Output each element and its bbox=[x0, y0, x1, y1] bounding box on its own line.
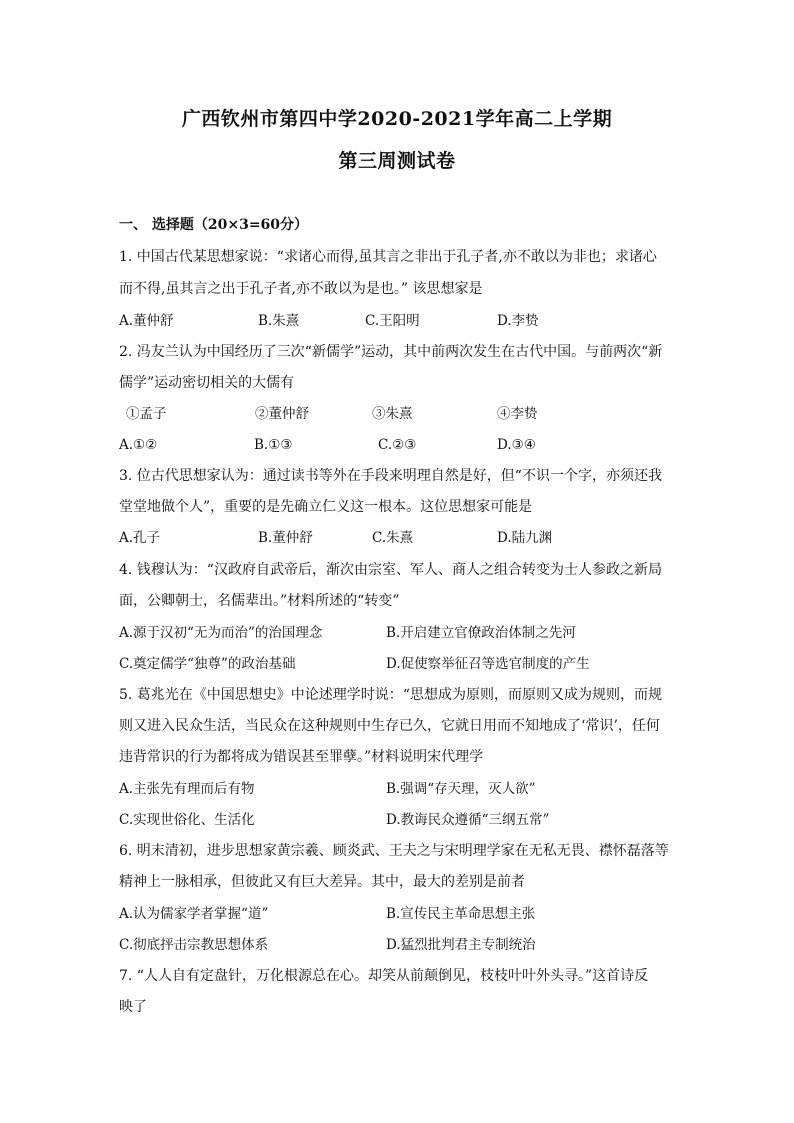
question-3-option-d: D.陆九渊 bbox=[497, 530, 553, 546]
question-3-option-a: A.孔子 bbox=[119, 530, 161, 546]
question-5-line1: 5. 葛兆光在《中国思想史》中论述理学时说：“思想成为原则，而原则又成为规则，而规 bbox=[119, 687, 662, 703]
question-2-line1: 2. 冯友兰认为中国经历了三次“新儒学”运动，其中前两次发生在古代中国。与前两次“新 bbox=[119, 344, 663, 360]
question-4-option-a: A.源于汉初“无为而治”的治国理念 bbox=[119, 625, 323, 641]
question-2-item-4: ④李贽 bbox=[497, 406, 538, 422]
question-1-option-b: B.朱熹 bbox=[258, 313, 300, 329]
question-1-option-a: A.董仲舒 bbox=[119, 313, 174, 329]
question-6-option-b: B.宣传民主革命思想主张 bbox=[386, 906, 536, 922]
question-1-option-d: D.李贽 bbox=[497, 313, 539, 329]
question-3-line1: 3. 位古代思想家认为：通过读书等外在手段来明理自然是好，但“不识一个字，亦须还我 bbox=[119, 468, 662, 484]
question-6-option-c: C.彻底抨击宗教思想体系 bbox=[119, 937, 269, 953]
question-1-line1: 1. 中国古代某思想家说：“求诸心而得,虽其言之非出于孔子者,亦不敢以为非也；求诸心 bbox=[119, 249, 657, 265]
question-1-line2: 而不得,虽其言之出于孔子者,亦不敢以为是也。” 该思想家是 bbox=[119, 281, 483, 297]
question-2-option-c: C.②③ bbox=[378, 437, 417, 453]
question-2-item-3: ③朱熹 bbox=[372, 406, 413, 422]
question-5-option-b: B.强调“存天理，灭人欲” bbox=[386, 781, 536, 797]
question-2-option-d: D.③④ bbox=[497, 437, 536, 453]
question-4-option-c: C.奠定儒学“独尊”的政治基础 bbox=[119, 656, 296, 672]
question-3-option-b: B.董仲舒 bbox=[258, 530, 313, 546]
question-4-line2: 面，公卿朝士，名儒辈出。”材料所述的“转变” bbox=[119, 593, 400, 609]
question-5-line3: 违背常识的行为都将成为错误甚至罪孽。”材料说明宋代理学 bbox=[119, 749, 484, 765]
question-1-option-c: C.王阳明 bbox=[365, 313, 420, 329]
question-6-option-d: D.猛烈批判君主专制统治 bbox=[386, 937, 536, 953]
question-6-line1: 6. 明末清初，进步思想家黄宗羲、顾炎武、王夫之与宋明理学家在无私无畏、襟怀磊落等 bbox=[119, 843, 669, 859]
question-3-option-c: C.朱熹 bbox=[372, 530, 414, 546]
question-5-option-d: D.教诲民众遵循“三纲五常” bbox=[386, 812, 550, 828]
question-5-line2: 则又进入民众生活，当民众在这种规则中生存已久，它就日用而不知地成了‘常识’，任何 bbox=[119, 718, 660, 734]
exam-title-line1: 广西钦州市第四中学2020-2021学年高二上学期 bbox=[181, 108, 613, 130]
question-6-option-a: A.认为儒家学者掌握“道” bbox=[119, 906, 269, 922]
question-4-line1: 4. 钱穆认为：“汉政府自武帝后，渐次由宗室、军人、商人之组合转变为士人参政之新局 bbox=[119, 562, 662, 578]
question-4-option-b: B.开启建立官僚政治体制之先河 bbox=[386, 625, 576, 641]
question-5-option-c: C.实现世俗化、生活化 bbox=[119, 812, 255, 828]
question-7-line1: 7. “人人自有定盘针，万化根源总在心。却笑从前颠倒见，枝枝叶叶外头寻。”这首诗反 bbox=[119, 968, 649, 984]
question-2-option-b: B.①③ bbox=[254, 437, 293, 453]
question-3-line2: 堂堂地做个人”，重要的是先确立仁义这一根本。这位思想家可能是 bbox=[119, 499, 533, 515]
question-2-line2: 儒学”运动密切相关的大儒有 bbox=[119, 375, 295, 391]
question-6-line2: 精神上一脉相承，但彼此又有巨大差异。其中，最大的差别是前者 bbox=[119, 874, 525, 890]
exam-title-line2: 第三周测试卷 bbox=[338, 150, 456, 172]
question-5-option-a: A.主张先有理而后有物 bbox=[119, 781, 255, 797]
section-heading: 一、 选择题（20×3=60分） bbox=[119, 217, 309, 233]
question-2-item-1: ①孟子 bbox=[126, 406, 167, 422]
question-2-item-2: ②董仲舒 bbox=[255, 406, 309, 422]
question-4-option-d: D.促使察举征召等选官制度的产生 bbox=[386, 656, 590, 672]
question-7-line2: 映了 bbox=[119, 999, 147, 1015]
question-2-option-a: A.①② bbox=[119, 437, 158, 453]
